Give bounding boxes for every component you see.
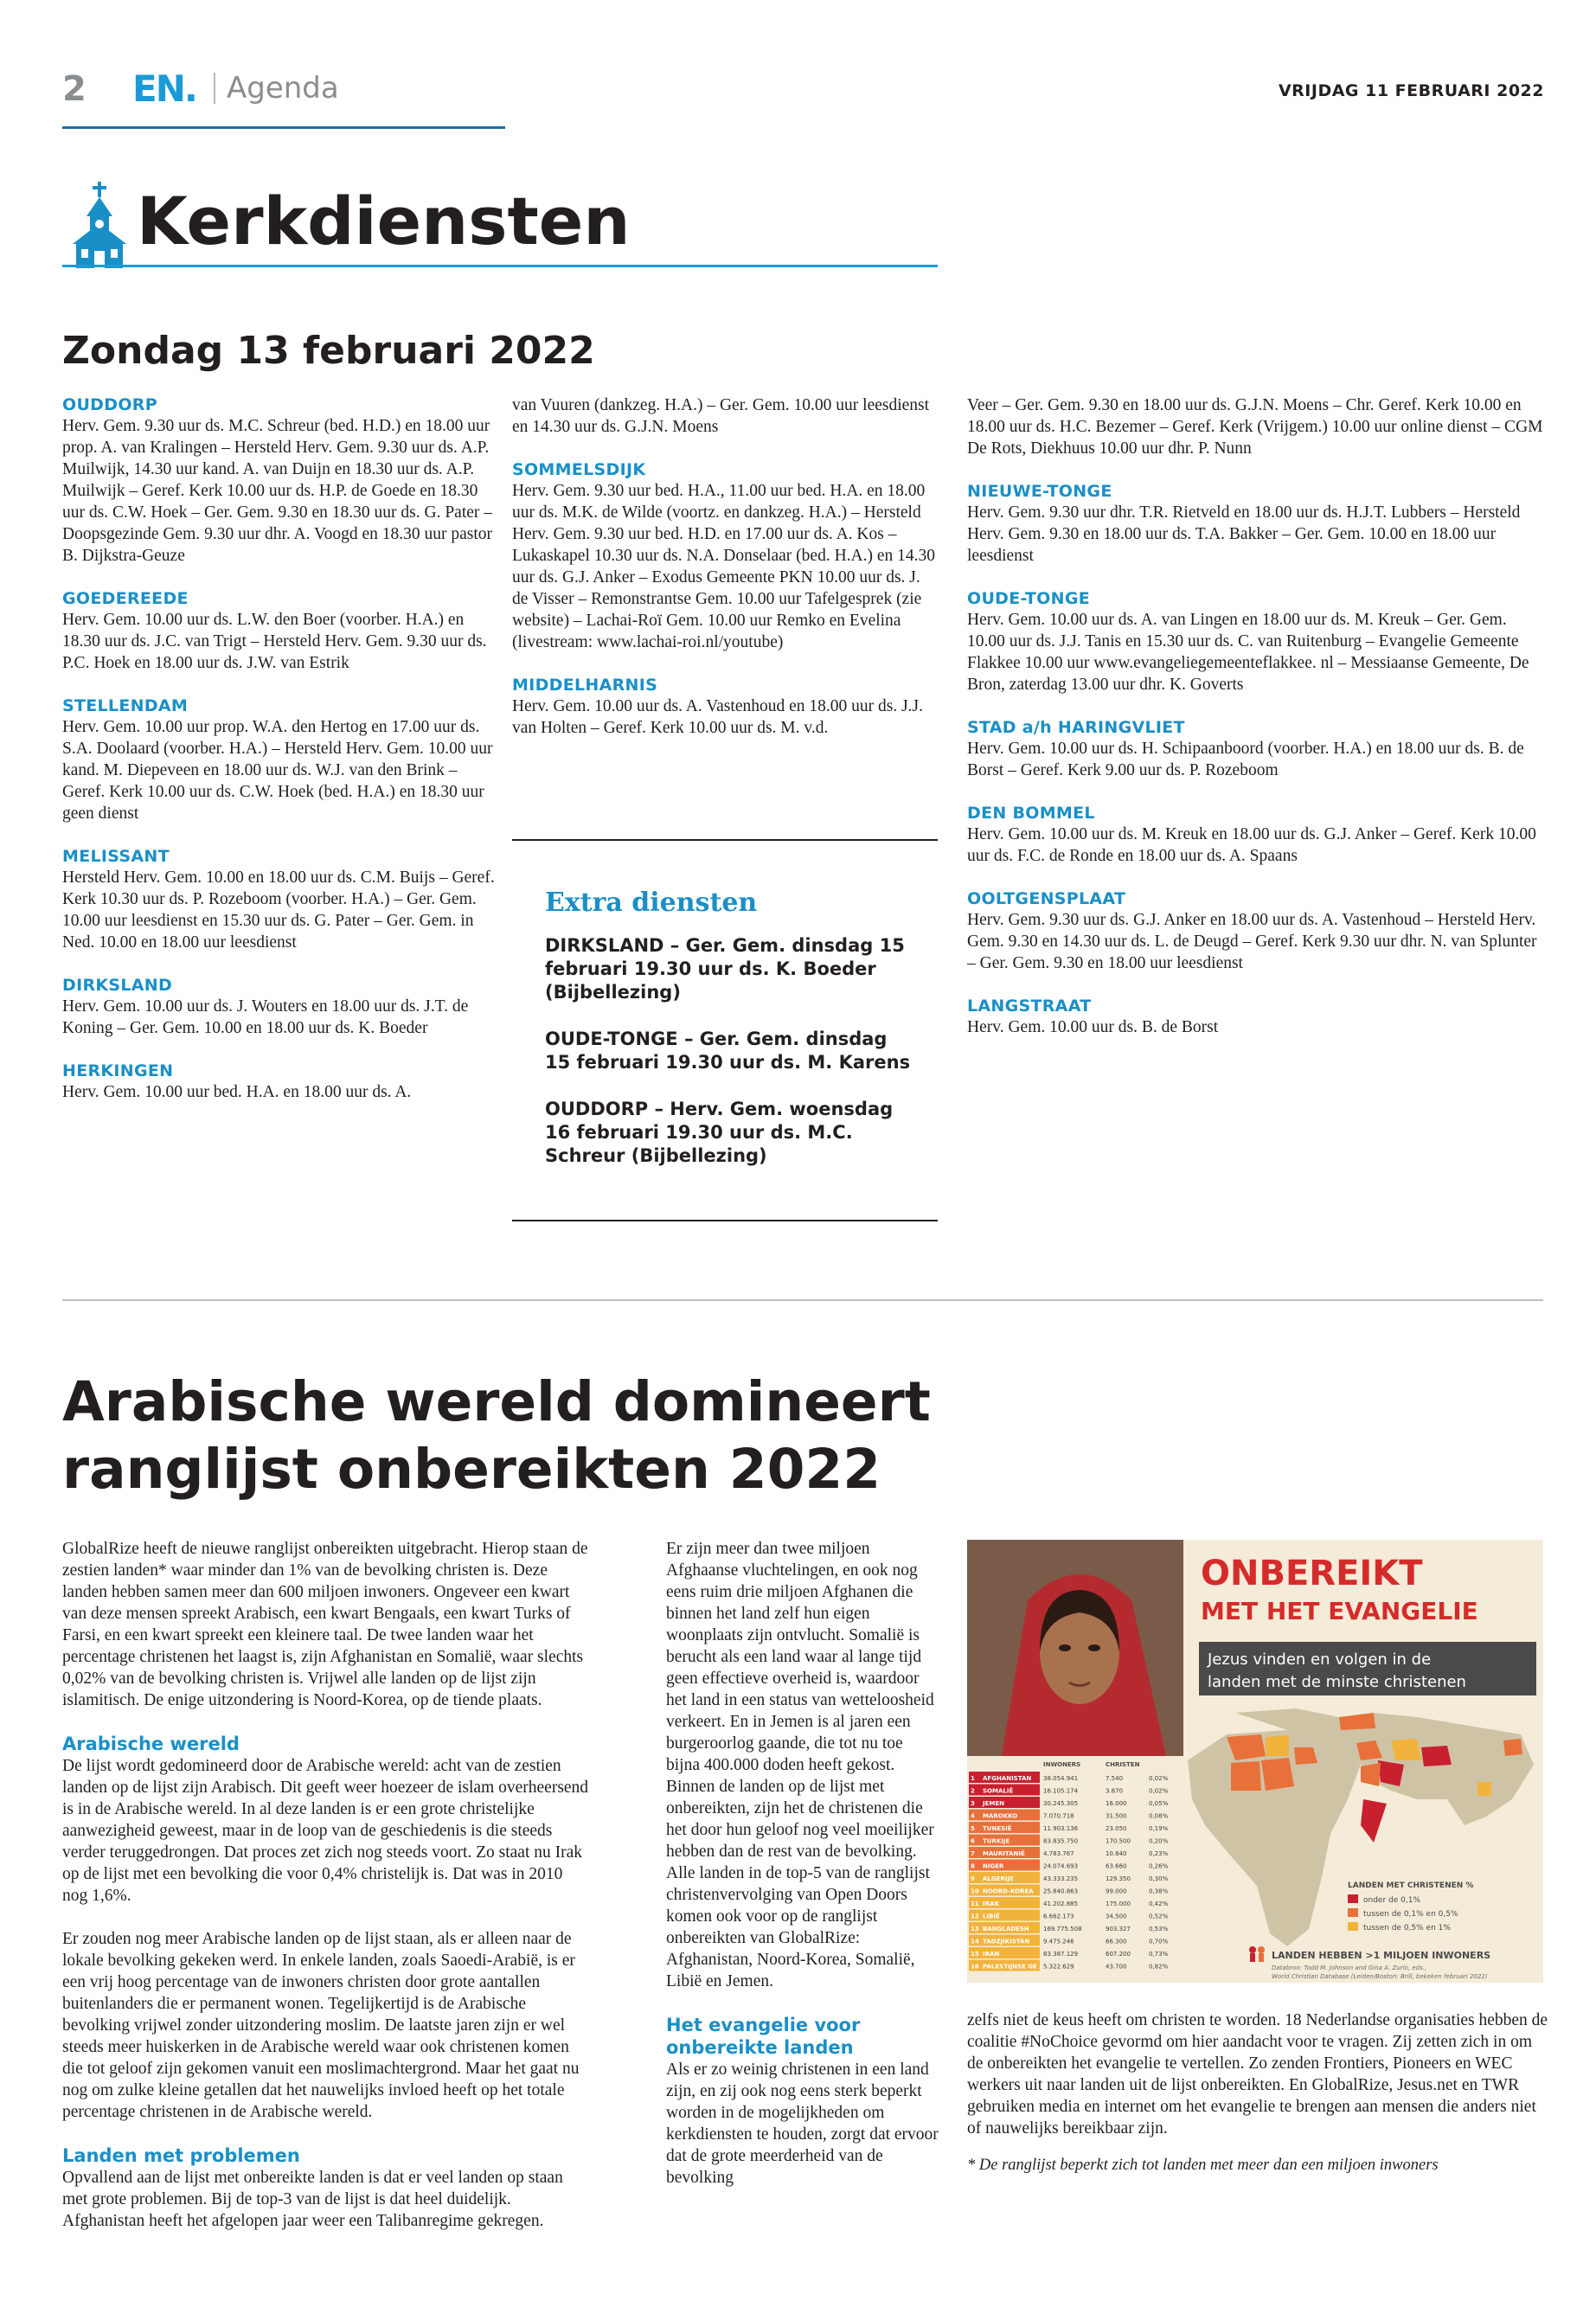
service-text: Herv. Gem. 10.00 uur ds. L.W. den Boer (voorber. H.A.) en 18.30 uur ds. J.C. van Trigt – Hersteld Herv. Gem. 9.30 uur ds. P.C. Hoek en 18.00 uur ds. J.W. van Estrik <box>62 611 487 672</box>
place-name: MIDDELHARNIS <box>512 676 658 695</box>
service-entry <box>62 1061 495 1103</box>
service-text: Herv. Gem. 10.00 uur ds. A. van Lingen en 18.00 uur ds. M. Kreuk – Ger. Gem. 10.00 uur ds. J.J. Tanis en 15.30 uur ds. C. van Ruitenburg – Evangelie Gemeente Flakkee 10.00 uur www.evangeliegemeenteflakkee. nl – Messiaanse Gemeente, De Bron, zaterdag 13.00 uur dhr. K. Goverts <box>967 611 1529 694</box>
place-name: LANGSTRAAT <box>967 997 1092 1016</box>
table-rank: 16 <box>971 1963 979 1971</box>
table-christen: 66.300 <box>1106 1938 1127 1945</box>
table-inwoners: 83.387.129 <box>1043 1951 1079 1958</box>
place-name: DIRKSLAND <box>62 976 173 995</box>
place-name: OUDDORP <box>62 395 157 414</box>
extra-box-top-rule <box>512 839 938 841</box>
table-percentage: 0,02% <box>1149 1775 1169 1782</box>
article-paragraph: Opvallend aan de lijst met onbereikte landen is dat er veel landen op staan met grote problemen. Bij de top-3 van de lijst is dat heel duidelijk. Afghanistan heeft het afgelopen jaar weer een Talibanregime gekregen. <box>62 2169 563 2230</box>
table-percentage: 0,38% <box>1149 1888 1169 1895</box>
table-percentage: 0,53% <box>1149 1926 1169 1932</box>
table-percentage: 0,23% <box>1149 1850 1169 1857</box>
service-entry <box>512 675 938 739</box>
table-rank: 3 <box>971 1800 975 1807</box>
service-text: Herv. Gem. 10.00 uur ds. H. Schipaanboord (voorber. H.A.) en 18.00 uur ds. B. de Borst – Geref. Kerk 9.00 uur ds. P. Rozeboom <box>967 740 1524 779</box>
infographic-unreached[interactable] <box>967 1540 1543 1983</box>
service-text: Herv. Gem. 9.30 uur ds. G.J. Anker en 18.00 uur ds. A. Vastenhoud – Hersteld Herv. Gem. 9.30 en 14.30 uur ds. L. de Deugd – Geref. Kerk 9.30 uur dhr. N. van Splunter – Ger. Gem. 9.30 en 18.00 uur leesdienst <box>967 911 1537 972</box>
service-entry <box>62 394 495 567</box>
place-name: NIEUWE-TONGE <box>967 482 1112 501</box>
article-paragraph: Er zouden nog meer Arabische landen op de lijst staan, als er alleen naar de lokale bevolking gekeken werd. In enkele landen, zoals Saoedi-Arabië, is er een vrij hoog percentage van de inwoners christen door grote aantallen buitenlanders die er permanent wonen. Tegelijkertijd is de Arabische bevolking vrijwel zonder uitzondering moslim. De laatste jaren zijn er wel steeds meer huiskerken in de Arabische wereld waar ook christenen komen die tot geloof zijn gekomen vanuit een moslimachtergrond. Maar het gaat nu nog om zulke kleine getallen dat het nauwelijks invloed heeft op het totale percentage christenen in de Arabische wereld. <box>62 1930 580 2121</box>
service-entry <box>512 459 938 653</box>
table-inwoners: 24.074.693 <box>1043 1862 1079 1870</box>
article-subheading: Landen met problemen <box>62 2145 300 2166</box>
table-country: SOMALIË <box>983 1787 1014 1795</box>
table-inwoners: 30.245.305 <box>1043 1800 1079 1807</box>
table-inwoners: 25.840.863 <box>1043 1888 1079 1895</box>
country-table <box>967 1756 1183 1983</box>
table-row-band <box>969 1860 1040 1871</box>
service-entry <box>967 888 1548 974</box>
article-paragraph: zelfs niet de keus heeft om christen te worden. 18 Nederlandse organisaties hebben de coalitie #NoChoice gevormd om hier aandacht voor te vragen. Zij zetten zich in om de onbereikten het evangelie te vertellen. Zo zenden Frontiers, Pioneers en WEC werkers uit naar landen uit de lijst onbereikten. En GlobalRize, Jesus.net en TWR gebruiken media en internet om het evangelie te brengen aan mensen die anders niet of nauwelijks bereikbaar zijn. <box>967 2011 1548 2138</box>
table-rank: 8 <box>971 1862 975 1870</box>
extra-box-bottom-rule <box>512 1220 938 1221</box>
table-country: TADZJIKISTAN <box>983 1938 1030 1945</box>
service-text: Herv. Gem. 10.00 uur prop. W.A. den Hertog en 17.00 uur ds. S.A. Doolaard (voorber. H.A.) – Hersteld Herv. Gem. 10.00 uur kand. M. Diepeveen en 18.00 uur ds. W.J. van den Brink – Geref. Kerk 10.00 uur ds. C.W. Hoek (bed. H.A.) en 18.30 uur geen dienst <box>62 718 493 823</box>
table-christen: 170.500 <box>1106 1837 1131 1845</box>
table-christen: 175.000 <box>1106 1900 1131 1907</box>
article-footnote: * De ranglijst beperkt zich tot landen met meer dan een miljoen inwoners <box>967 2157 1439 2174</box>
table-country: IRAN <box>983 1951 1000 1958</box>
table-percentage: 0,20% <box>1149 1837 1169 1845</box>
table-rank: 6 <box>971 1837 975 1845</box>
table-christen: 903.327 <box>1106 1926 1131 1932</box>
infographic-title: ONBEREIKT <box>1201 1554 1423 1593</box>
infographic-footer: LANDEN HEBBEN >1 MILJOEN INWONERS <box>1272 1950 1491 1961</box>
infographic-source-2: World Christian Database (Leiden/Boston: Brill, bekeken februari 2022) <box>1272 1973 1488 1980</box>
service-entry <box>62 846 495 953</box>
header-rule <box>62 126 505 129</box>
table-country: IRAK <box>983 1900 999 1907</box>
service-text: Herv. Gem. 9.30 uur dhr. T.R. Rietveld en 18.00 uur ds. H.J.T. Lubbers – Hersteld Herv. Gem. 9.30 en 18.00 uur ds. T.A. Bakker – Ger. Gem. 10.00 en 18.00 uur leesdienst <box>967 503 1521 565</box>
table-percentage: 0,52% <box>1149 1913 1169 1920</box>
extra-service-item: OUDE-TONGE – Ger. Gem. dinsdag 15 februari 19.30 uur ds. M. Karens <box>545 1029 911 1073</box>
place-name: STAD a/h HARINGVLIET <box>967 718 1185 737</box>
infographic-subtitle-2: landen met de minste christenen <box>1208 1673 1466 1691</box>
article-paragraph: Als er zo weinig christenen in een land zijn, en zij ook nog eens sterk beperkt worden in de mogelijkheden om kerkdiensten te houden, zorgt dat ervoor dat de grote meerderheid van de bevolking <box>666 2061 939 2187</box>
table-country: TURKIJE <box>983 1837 1010 1845</box>
table-percentage: 0,08% <box>1149 1812 1169 1820</box>
service-text: Herv. Gem. 9.30 uur bed. H.A., 11.00 uur bed. H.A. en 18.00 uur ds. M.K. de Wilde (voortz. en dankzeg. H.A.) – Hersteld Herv. Gem. 9.30 uur bed. H.D. en 17.00 uur ds. A. Kos – Lukaskapel 10.30 uur ds. N.A. Donselaar (bed. H.A.) en 14.30 uur ds. G.J. Anker – Exodus Gemeente PKN 10.00 uur ds. J. de Visser – Remonstrantse Gem. 10.00 uur Tafelgesprek (zie website) – Lachai-Roï Gem. 10.00 uur Remko en Evelina (livestream: www.lachai-roi.nl/youtube) <box>512 482 936 651</box>
table-inwoners: 9.475.246 <box>1043 1938 1074 1945</box>
table-christen: 607.200 <box>1106 1951 1131 1958</box>
table-inwoners: 16.105.174 <box>1043 1787 1079 1795</box>
infographic-title-2: MET HET EVANGELIE <box>1201 1597 1478 1625</box>
article-column-3 <box>967 2009 1548 2176</box>
table-inwoners: 4.783.767 <box>1043 1850 1074 1857</box>
table-inwoners: 38.054.941 <box>1043 1775 1079 1782</box>
table-christen: 31.500 <box>1106 1812 1127 1820</box>
service-entry <box>967 996 1548 1038</box>
service-text-continued: van Vuuren (dankzeg. H.A.) – Ger. Gem. 10.00 uur leesdienst en 14.30 uur ds. G.J.N. Moens <box>512 396 930 436</box>
table-inwoners: 5.322.629 <box>1043 1963 1074 1971</box>
extra-services-title: Extra diensten <box>545 888 758 918</box>
extra-services-list <box>545 934 917 1191</box>
table-christen: 23.050 <box>1106 1825 1127 1832</box>
table-percentage: 0,82% <box>1149 1963 1169 1971</box>
table-country: MAURITANIË <box>983 1850 1025 1857</box>
table-inwoners: 6.662.173 <box>1043 1913 1074 1920</box>
table-country: PALESTIJNSE GE <box>983 1963 1037 1971</box>
table-row-band <box>969 1910 1040 1921</box>
table-rank: 9 <box>971 1875 975 1882</box>
day-title: Zondag 13 februari 2022 <box>62 329 595 373</box>
table-rank: 14 <box>971 1938 979 1945</box>
table-country: AFGHANISTAN <box>983 1775 1032 1782</box>
table-row-band <box>969 1947 1040 1958</box>
table-row-band <box>969 1797 1040 1808</box>
church-icon <box>67 182 131 270</box>
table-percentage: 0,02% <box>1149 1787 1169 1795</box>
table-inwoners: 169.775.508 <box>1043 1926 1082 1932</box>
article-headline[interactable] <box>62 1368 1014 1503</box>
table-row-band <box>969 1897 1040 1908</box>
table-christen: 63.660 <box>1106 1862 1127 1870</box>
table-percentage: 0,05% <box>1149 1800 1169 1807</box>
article-subheading: Het evangelie voor onbereikte landen <box>666 2015 861 2058</box>
service-text: Hersteld Herv. Gem. 10.00 en 18.00 uur ds. C.M. Buijs – Geref. Kerk 10.30 uur ds. P. Rozeboom (voorber. H.A.) – Ger. Gem. 10.00 uur leesdienst en 15.30 uur ds. G. Pater – Ger. Gem. in Ned. 10.00 en 18.00 uur leesdienst <box>62 868 495 952</box>
table-country: LIBIË <box>983 1913 1000 1920</box>
place-name: OUDE-TONGE <box>967 589 1091 608</box>
service-entry <box>62 588 495 674</box>
article-column-2 <box>666 1538 939 2189</box>
service-entry <box>967 717 1548 781</box>
table-percentage: 0,42% <box>1149 1900 1169 1907</box>
infographic-source-1: Databron: Todd M. Johnson and Gina A. Zurlo, eds., <box>1272 1965 1427 1971</box>
article-paragraph: GlobalRize heeft de nieuwe ranglijst onbereikten uitgebracht. Hierop staan de zestien landen* waar minder dan 1% van de bevolking christen is. Deze landen hebben samen meer dan 600 miljoen inwoners. Ongeveer een kwart van deze mensen spreekt Arabisch, een kwart Bengaals, een kwart Turks of Farsi, en een kwart spreekt een kleinere taal. De twee landen waar het percentage christenen het laagst is, zijn Afghanistan en Somalië, waar slechts 0,02% van de bevolking christen is. Vrijwel alle landen op de lijst zijn islamitisch. De enige uitzondering is Noord-Korea, op de tiende plaats. <box>62 1540 588 1709</box>
article-column-1 <box>62 1538 590 2232</box>
place-name: MELISSANT <box>62 847 170 866</box>
legend-label: tussen de 0,5% en 1% <box>1363 1924 1451 1932</box>
table-country: MAROKKO <box>983 1812 1018 1820</box>
table-percentage: 0,19% <box>1149 1825 1169 1832</box>
issue-date: VRIJDAG 11 FEBRUARI 2022 <box>1278 81 1544 100</box>
table-country: BANGLADESH <box>983 1926 1029 1932</box>
service-text: Herv. Gem. 10.00 uur ds. M. Kreuk en 18.00 uur ds. G.J. Anker – Geref. Kerk 10.00 uur ds. F.C. de Ronde en 18.00 uur ds. A. Spaans <box>967 825 1536 865</box>
table-christen: 34.500 <box>1106 1913 1127 1920</box>
service-entry <box>967 803 1548 867</box>
table-inwoners: 83.835.750 <box>1043 1837 1079 1845</box>
table-header-christen: CHRISTEN <box>1106 1761 1140 1768</box>
legend-label: onder de 0,1% <box>1363 1896 1420 1905</box>
place-name: SOMMELSDIJK <box>512 460 646 479</box>
table-christen: 99.000 <box>1106 1888 1127 1895</box>
table-header-inwoners: INWONERS <box>1043 1761 1081 1768</box>
legend-swatch <box>1348 1894 1358 1903</box>
extra-service-item: DIRKSLAND – Ger. Gem. dinsdag 15 februari 19.30 uur ds. K. Boeder (Bijbellezing) <box>545 935 905 1003</box>
table-christen: 7.540 <box>1106 1775 1124 1782</box>
legend-swatch <box>1348 1908 1358 1917</box>
services-column-2 <box>512 394 938 760</box>
place-name: HERKINGEN <box>62 1061 174 1080</box>
table-country: ALGERIJE <box>983 1875 1014 1882</box>
table-christen: 43.700 <box>1106 1963 1127 1971</box>
table-inwoners: 41.202.885 <box>1043 1900 1079 1907</box>
service-entry <box>62 975 495 1039</box>
table-country: NIGER <box>983 1862 1004 1870</box>
services-column-3 <box>967 394 1548 1060</box>
legend-label: tussen de 0,1% en 0,5% <box>1363 1910 1458 1919</box>
table-inwoners: 11.903.136 <box>1043 1825 1079 1832</box>
table-rank: 11 <box>971 1900 979 1907</box>
table-percentage: 0,73% <box>1149 1951 1169 1958</box>
article-paragraph: De lijst wordt gedomineerd door de Arabische wereld: acht van de zestien landen op de lijst zijn Arabisch. Dit geeft weer hoezeer de islam overheersend is in de Arabische wereld. In al deze landen is er een grote christelijke aanwezigheid geweest, maar in de loop van de geschiedenis is die steeds verder teruggedrongen. Dat proces zet zich nog steeds voort. Zo staat nu Irak op de lijst met een bevolking die voor 0,4% christelijk is. Dat was in 2010 nog 1,6%. <box>62 1757 589 1905</box>
table-percentage: 0,30% <box>1149 1875 1169 1882</box>
table-christen: 16.000 <box>1106 1800 1127 1807</box>
logo-separator <box>214 73 215 104</box>
table-percentage: 0,26% <box>1149 1862 1169 1870</box>
table-inwoners: 43.333.235 <box>1043 1875 1079 1882</box>
service-text: Herv. Gem. 10.00 uur ds. J. Wouters en 18.00 uur ds. J.T. de Koning – Ger. Gem. 10.00 en 18.00 uur ds. K. Boeder <box>62 997 469 1037</box>
place-name: DEN BOMMEL <box>967 804 1095 823</box>
headline-line-1: Arabische wereld domineert <box>62 1370 931 1433</box>
table-rank: 4 <box>971 1812 975 1820</box>
service-text: Herv. Gem. 9.30 uur ds. M.C. Schreur (bed. H.D.) en 18.00 uur prop. A. van Kralingen – Hersteld Herv. Gem. 9.30 uur ds. A.P. Muilwijk, 14.30 uur kand. A. van Duijn en 18.30 uur ds. A.P. Muilwijk – Geref. Kerk 10.00 uur ds. H.P. de Goede en 18.30 uur ds. C.W. Hoek – Ger. Gem. 9.30 en 18.30 uur ds. G. Pater – Doopsgezinde Gem. 9.30 uur dhr. A. Voogd en 18.30 uur pastor B. Dijkstra-Geuze <box>62 417 493 565</box>
legend-swatch <box>1348 1922 1358 1931</box>
table-inwoners: 7.070.718 <box>1043 1812 1074 1820</box>
newspaper-logo[interactable]: EN. <box>132 67 196 110</box>
table-rank: 10 <box>971 1888 979 1895</box>
table-rank: 12 <box>971 1913 979 1920</box>
service-text: Herv. Gem. 10.00 uur bed. H.A. en 18.00 uur ds. A. <box>62 1083 412 1101</box>
service-entry <box>512 394 938 438</box>
table-christen: 10.840 <box>1106 1850 1127 1857</box>
place-name: OOLTGENSPLAAT <box>967 889 1126 908</box>
table-christen: 3.870 <box>1106 1787 1124 1795</box>
table-rank: 5 <box>971 1825 975 1832</box>
heading-rule <box>62 265 938 267</box>
article-subheading: Arabische wereld <box>62 1734 240 1754</box>
headline-line-2: ranglijst onbereikten 2022 <box>62 1438 881 1501</box>
service-text-continued: Veer – Ger. Gem. 9.30 en 18.00 uur ds. G.J.N. Moens – Chr. Geref. Kerk 10.00 en 18.00 uur ds. H.C. Bezemer – Geref. Kerk (Vrijgem.) 10.00 uur online dienst – CGM De Rots, Diekhuus 10.00 uur dhr. P. Nunn <box>967 396 1543 458</box>
service-entry <box>967 394 1548 459</box>
article-paragraph: Er zijn meer dan twee miljoen Afghaanse vluchtelingen, en ook nog eens ruim drie miljoen Afghanen die binnen het land zelf hun eigen woonplaats zijn ontvlucht. Somalië is berucht als een land waar al lange tijd geen effectieve overheid is, waardoor het land in een status van wetteloosheid verkeert. En in Jemen is al jaren een burgeroorlog gaande, die tot nu toe bijna 400.000 doden heeft gekost. Binnen de landen op de lijst met onbereikten, zijn het de christenen die het door hun geloof nog veel moeilijker hebben dan de rest van de bevolking. Alle landen in de top-5 van de ranglijst christenvervolging van Open Doors komen ook voor op de ranglijst onbereikten van GlobalRize: Afghanistan, Noord-Korea, Somalië, Libië en Jemen. <box>666 1540 934 1990</box>
table-country: NOORD-KOREA <box>983 1888 1034 1895</box>
place-name: STELLENDAM <box>62 696 189 715</box>
table-rank: 7 <box>971 1850 975 1857</box>
portrait-photo <box>967 1540 1183 1756</box>
table-country: JEMEN <box>983 1800 1004 1807</box>
page-number: 2 <box>62 69 87 109</box>
section-name[interactable]: Agenda <box>227 71 339 106</box>
extra-service-item: OUDDORP – Herv. Gem. woensdag 16 februari 19.30 uur ds. M.C. Schreur (Bijbellezing) <box>545 1099 894 1166</box>
services-column-1 <box>62 394 495 1125</box>
table-rank: 2 <box>971 1787 975 1795</box>
table-rank: 13 <box>971 1926 979 1932</box>
legend-title: LANDEN MET CHRISTENEN % <box>1348 1881 1474 1890</box>
table-percentage: 0,70% <box>1149 1938 1169 1945</box>
service-text: Herv. Gem. 10.00 uur ds. B. de Borst <box>967 1018 1219 1036</box>
section-divider <box>62 1299 1543 1301</box>
page-title: Kerkdiensten <box>137 183 631 260</box>
table-country: TUNESIË <box>983 1825 1012 1832</box>
place-name: GOEDEREEDE <box>62 589 189 608</box>
table-rank: 1 <box>971 1775 975 1782</box>
service-entry <box>967 481 1548 567</box>
service-entry <box>62 695 495 824</box>
infographic-subtitle-1: Jezus vinden en volgen in de <box>1208 1650 1432 1669</box>
table-christen: 129.350 <box>1106 1875 1131 1882</box>
service-entry <box>967 588 1548 695</box>
service-text: Herv. Gem. 10.00 uur ds. A. Vastenhoud en 18.00 uur ds. J.J. van Holten – Geref. Kerk 10.00 uur ds. M. v.d. <box>512 697 924 737</box>
table-rank: 15 <box>971 1951 979 1958</box>
